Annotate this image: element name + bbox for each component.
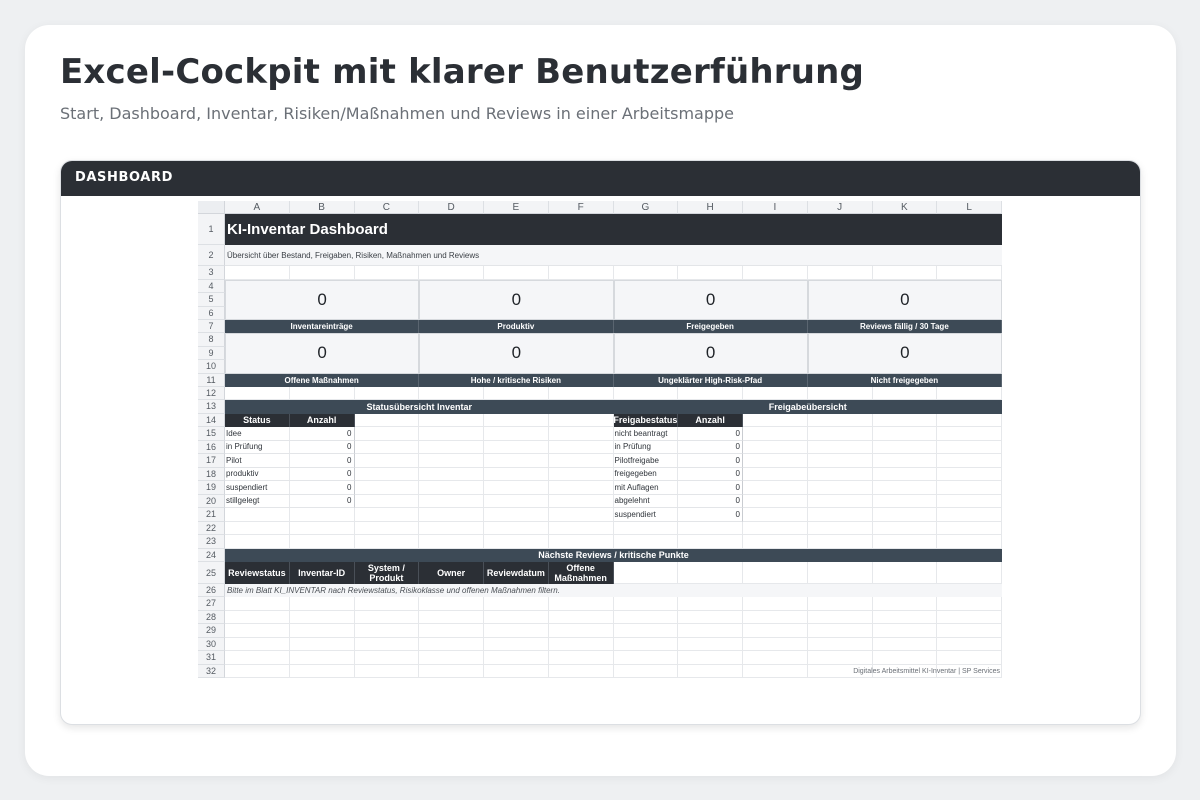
- kpi-value: 0: [900, 343, 910, 363]
- status-row-count: 0: [290, 481, 355, 495]
- sheet-cell[interactable]: [808, 624, 873, 638]
- sheet-cell[interactable]: [873, 427, 938, 441]
- sheet-cell[interactable]: [743, 266, 808, 280]
- sheet-cell[interactable]: [419, 597, 484, 611]
- sheet-cell[interactable]: [484, 508, 549, 522]
- sheet-cell[interactable]: [937, 414, 1002, 428]
- sheet-cell[interactable]: [743, 597, 808, 611]
- dashboard-panel: [60, 160, 1141, 725]
- sheet-cell[interactable]: [873, 611, 938, 625]
- sheet-cell[interactable]: [484, 651, 549, 665]
- row-header[interactable]: 21: [198, 508, 225, 522]
- release-row-label: freigegeben: [614, 468, 679, 482]
- sheet-cell[interactable]: [808, 508, 873, 522]
- row-header[interactable]: 8: [198, 333, 225, 347]
- release-row-label: suspendiert: [614, 508, 679, 522]
- sheet-cell[interactable]: [549, 468, 614, 482]
- sheet-cell[interactable]: [484, 535, 549, 549]
- sheet-cell[interactable]: [225, 522, 290, 536]
- sheet-cell[interactable]: [419, 508, 484, 522]
- sheet-cell[interactable]: [225, 638, 290, 652]
- sheet-cell[interactable]: [743, 651, 808, 665]
- kpi-label: Produktiv: [419, 320, 613, 333]
- sheet-cell[interactable]: [937, 468, 1002, 482]
- sheet-cell[interactable]: [290, 508, 355, 522]
- sheet-cell[interactable]: [937, 651, 1002, 665]
- sheet-cell[interactable]: [678, 266, 743, 280]
- status-row-label: produktiv: [225, 468, 290, 482]
- sheet-cell[interactable]: [290, 266, 355, 280]
- sheet-cell[interactable]: [355, 266, 420, 280]
- sheet-cell[interactable]: [614, 624, 679, 638]
- sheet-cell[interactable]: [549, 266, 614, 280]
- sheet-cell[interactable]: [873, 508, 938, 522]
- sheet-cell[interactable]: [678, 562, 743, 584]
- sheet-cell[interactable]: [743, 624, 808, 638]
- column-header[interactable]: K: [873, 201, 938, 214]
- row-header[interactable]: 27: [198, 597, 225, 611]
- row-header[interactable]: 13: [198, 400, 225, 414]
- sheet-cell[interactable]: [743, 611, 808, 625]
- sheet-cell[interactable]: [873, 414, 938, 428]
- kpi-label: Ungeklärter High-Risk-Pfad: [614, 374, 808, 387]
- reviews-header: Reviewdatum: [484, 562, 549, 584]
- row-header[interactable]: 28: [198, 611, 225, 625]
- sheet-cell[interactable]: [355, 597, 420, 611]
- sheet-cell[interactable]: [419, 387, 484, 401]
- sheet-cell[interactable]: [937, 441, 1002, 455]
- kpi-label: Offene Maßnahmen: [225, 374, 419, 387]
- kpi-label: Nicht freigegeben: [808, 374, 1002, 387]
- sheet-cell[interactable]: [549, 441, 614, 455]
- kpi-value: 0: [511, 343, 522, 363]
- row-header[interactable]: 2: [198, 245, 225, 266]
- sheet-cell[interactable]: [355, 414, 420, 428]
- release-row-count: 0: [678, 495, 743, 509]
- sheet-cell[interactable]: [225, 611, 290, 625]
- sheet-cell[interactable]: [937, 522, 1002, 536]
- row-header[interactable]: 26: [198, 584, 225, 597]
- sheet-cell[interactable]: [873, 522, 938, 536]
- sheet-cell[interactable]: [290, 387, 355, 401]
- sheet-cell[interactable]: [419, 651, 484, 665]
- sheet-cell[interactable]: [484, 495, 549, 509]
- sheet-cell[interactable]: [419, 266, 484, 280]
- row-header[interactable]: 29: [198, 624, 225, 638]
- sheet-cell[interactable]: [419, 495, 484, 509]
- status-row-count: 0: [290, 468, 355, 482]
- row-header[interactable]: 18: [198, 468, 225, 482]
- sheet-cell[interactable]: [937, 562, 1002, 584]
- sheet-cell[interactable]: [225, 624, 290, 638]
- sheet-cell[interactable]: [419, 468, 484, 482]
- sheet-cell[interactable]: [290, 611, 355, 625]
- sheet-cell[interactable]: [549, 638, 614, 652]
- column-header[interactable]: I: [743, 201, 808, 214]
- sheet-cell[interactable]: [355, 481, 420, 495]
- column-header[interactable]: F: [549, 201, 614, 214]
- sheet-cell[interactable]: [873, 651, 938, 665]
- sheet-cell[interactable]: [355, 427, 420, 441]
- column-header[interactable]: J: [808, 201, 873, 214]
- sheet-cell[interactable]: [614, 597, 679, 611]
- kpi-value: 0: [317, 343, 327, 363]
- row-header[interactable]: 10: [198, 360, 225, 374]
- sheet-cell[interactable]: [743, 562, 808, 584]
- sheet-footer: Digitales Arbeitsmittel KI-Inventar | SP Services: [853, 667, 1000, 675]
- reviews-header: Inventar-ID: [290, 562, 355, 584]
- kpi-value: 0: [705, 289, 716, 309]
- column-header[interactable]: A: [225, 201, 290, 214]
- row-header[interactable]: 11: [198, 374, 225, 387]
- sheet-cell[interactable]: [549, 427, 614, 441]
- sheet-cell[interactable]: [484, 454, 549, 468]
- row-header[interactable]: 20: [198, 495, 225, 509]
- row-header[interactable]: 6: [198, 307, 225, 321]
- sheet-cell[interactable]: [355, 441, 420, 455]
- sheet-cell[interactable]: [549, 508, 614, 522]
- sheet-cell[interactable]: [355, 468, 420, 482]
- sheet-cell[interactable]: [549, 597, 614, 611]
- release-table-header: Anzahl: [678, 414, 743, 428]
- sheet-cell[interactable]: [419, 522, 484, 536]
- sheet-cell[interactable]: [873, 468, 938, 482]
- row-header[interactable]: 12: [198, 387, 225, 401]
- sheet-cell[interactable]: [808, 481, 873, 495]
- row-header[interactable]: 24: [198, 549, 225, 563]
- release-row-label: nicht beantragt: [614, 427, 679, 441]
- release-row-label: Pilotfreigabe: [614, 454, 679, 468]
- sheet-cell[interactable]: [937, 638, 1002, 652]
- sheet-cell[interactable]: [743, 387, 808, 401]
- sheet-cell[interactable]: [549, 651, 614, 665]
- row-header[interactable]: 22: [198, 522, 225, 536]
- sheet-cell[interactable]: [743, 495, 808, 509]
- panel-header: [61, 161, 1141, 196]
- sheet-cell[interactable]: [484, 414, 549, 428]
- sheet-cell[interactable]: [290, 522, 355, 536]
- sheet-cell[interactable]: [419, 454, 484, 468]
- sheet-cell[interactable]: [419, 427, 484, 441]
- sheet-cell[interactable]: [808, 562, 873, 584]
- status-row-label: Pilot: [225, 454, 290, 468]
- release-row-count: 0: [678, 508, 743, 522]
- status-row-count: 0: [290, 441, 355, 455]
- sheet-cell[interactable]: [808, 495, 873, 509]
- sheet-cell[interactable]: [808, 522, 873, 536]
- column-header[interactable]: G: [614, 201, 679, 214]
- sheet-cell[interactable]: [614, 387, 679, 401]
- release-table-header: Freigabestatus: [613, 415, 678, 426]
- sheet-cell[interactable]: [549, 522, 614, 536]
- status-table-title: Statusübersicht Inventar: [225, 400, 614, 414]
- sheet-cell[interactable]: [743, 508, 808, 522]
- sheet-title: KI-Inventar Dashboard: [225, 214, 1002, 245]
- sheet-cell[interactable]: [873, 597, 938, 611]
- sheet-cell[interactable]: [808, 638, 873, 652]
- sheet-cell[interactable]: [355, 611, 420, 625]
- sheet-cell[interactable]: [225, 651, 290, 665]
- row-header[interactable]: 23: [198, 535, 225, 549]
- status-row-count: 0: [290, 495, 355, 509]
- row-header[interactable]: 17: [198, 454, 225, 468]
- sheet-cell[interactable]: [290, 624, 355, 638]
- sheet-cell[interactable]: [937, 495, 1002, 509]
- sheet-cell[interactable]: [808, 454, 873, 468]
- sheet-cell[interactable]: [614, 535, 679, 549]
- sheet-cell[interactable]: [937, 611, 1002, 625]
- sheet-cell[interactable]: [937, 535, 1002, 549]
- sheet-cell[interactable]: [808, 651, 873, 665]
- panel-header-label: DASHBOARD: [75, 170, 173, 185]
- sheet-cell[interactable]: [419, 638, 484, 652]
- sheet-cell[interactable]: [614, 266, 679, 280]
- sheet-cell[interactable]: [355, 638, 420, 652]
- sheet-cell[interactable]: [678, 611, 743, 625]
- status-table-header: Status: [225, 414, 290, 428]
- sheet-cell[interactable]: [290, 638, 355, 652]
- sheet-cell[interactable]: [808, 266, 873, 280]
- sheet-cell[interactable]: [290, 651, 355, 665]
- sheet-cell[interactable]: [484, 387, 549, 401]
- status-row-label: suspendiert: [225, 481, 290, 495]
- release-row-count: 0: [678, 454, 743, 468]
- sheet-cell[interactable]: [873, 441, 938, 455]
- sheet-cell[interactable]: [937, 454, 1002, 468]
- sheet-cell[interactable]: [808, 427, 873, 441]
- reviews-title: Nächste Reviews / kritische Punkte: [225, 549, 1002, 563]
- sheet-cell[interactable]: [484, 468, 549, 482]
- sheet-cell[interactable]: [225, 597, 290, 611]
- column-header[interactable]: E: [484, 201, 549, 214]
- status-table-header: Anzahl: [290, 414, 355, 428]
- sheet-cell[interactable]: [549, 454, 614, 468]
- sheet-cell[interactable]: [808, 441, 873, 455]
- sheet-cell[interactable]: [873, 495, 938, 509]
- sheet-cell[interactable]: [549, 535, 614, 549]
- sheet-cell[interactable]: [614, 522, 679, 536]
- kpi-value: 0: [317, 289, 327, 309]
- sheet-cell[interactable]: [678, 624, 743, 638]
- release-table-title: Freigabeübersicht: [614, 400, 1003, 414]
- sheet-cell[interactable]: [678, 535, 743, 549]
- sheet-cell[interactable]: [419, 414, 484, 428]
- sheet-cell[interactable]: [808, 414, 873, 428]
- sheet-cell[interactable]: [355, 522, 420, 536]
- sheet-cell[interactable]: [355, 651, 420, 665]
- row-header[interactable]: 5: [198, 293, 225, 307]
- column-header[interactable]: D: [419, 201, 484, 214]
- sheet-cell[interactable]: [614, 638, 679, 652]
- sheet-cell[interactable]: [419, 441, 484, 455]
- column-header[interactable]: H: [678, 201, 743, 214]
- sheet-cell[interactable]: [419, 481, 484, 495]
- page-subtitle: Start, Dashboard, Inventar, Risiken/Maßnahmen und Reviews in einer Arbeitsmappe: [60, 104, 734, 123]
- sheet-cell[interactable]: [743, 535, 808, 549]
- column-header[interactable]: L: [937, 201, 1002, 214]
- release-row-count: 0: [678, 441, 743, 455]
- sheet-corner[interactable]: [198, 201, 225, 214]
- sheet-cell[interactable]: [355, 495, 420, 509]
- sheet-subtitle: Übersicht über Bestand, Freigaben, Risiken, Maßnahmen und Reviews: [225, 245, 1002, 266]
- row-header[interactable]: 9: [198, 347, 225, 361]
- sheet-cell[interactable]: [614, 651, 679, 665]
- reviews-header: Owner: [419, 562, 484, 584]
- reviews-note: Bitte im Blatt KI_INVENTAR nach Reviewstatus, Risikoklasse und offenen Maßnahmen filtern.: [225, 584, 1002, 597]
- sheet-cell[interactable]: [743, 638, 808, 652]
- sheet-cell[interactable]: [743, 454, 808, 468]
- sheet-cell[interactable]: [873, 266, 938, 280]
- row-header[interactable]: 3: [198, 266, 225, 280]
- status-row-count: 0: [290, 427, 355, 441]
- row-header[interactable]: 32: [198, 665, 225, 679]
- sheet-cell[interactable]: [549, 481, 614, 495]
- sheet-cell[interactable]: [873, 624, 938, 638]
- reviews-header: Reviewstatus: [225, 562, 290, 584]
- sheet-cell[interactable]: [290, 535, 355, 549]
- sheet-cell[interactable]: [484, 427, 549, 441]
- sheet-cell[interactable]: [419, 611, 484, 625]
- sheet-cell[interactable]: [743, 481, 808, 495]
- sheet-cell[interactable]: [873, 481, 938, 495]
- release-row-count: 0: [678, 468, 743, 482]
- sheet-cell[interactable]: [873, 638, 938, 652]
- sheet-cell[interactable]: [743, 427, 808, 441]
- sheet-cell[interactable]: [549, 495, 614, 509]
- reviews-header: System / Produkt: [355, 562, 420, 584]
- release-row-label: in Prüfung: [614, 441, 679, 455]
- release-row-label: mit Auflagen: [614, 481, 679, 495]
- release-row-label: abgelehnt: [614, 495, 679, 509]
- sheet-cell[interactable]: [808, 535, 873, 549]
- sheet-cell[interactable]: [808, 468, 873, 482]
- kpi-label: Freigegeben: [614, 320, 808, 333]
- release-row-count: 0: [678, 481, 743, 495]
- kpi-label: Hohe / kritische Risiken: [419, 374, 613, 387]
- sheet-cell[interactable]: [355, 454, 420, 468]
- sheet-cell[interactable]: [937, 624, 1002, 638]
- row-header[interactable]: 7: [198, 320, 225, 333]
- sheet-cell[interactable]: [225, 266, 290, 280]
- reviews-header: Offene Maßnahmen: [549, 562, 614, 584]
- status-row-count: 0: [290, 454, 355, 468]
- sheet-cell[interactable]: [484, 266, 549, 280]
- sheet-cell[interactable]: [743, 468, 808, 482]
- row-header[interactable]: 30: [198, 638, 225, 652]
- row-header[interactable]: 25: [198, 562, 225, 584]
- sheet-cell[interactable]: [225, 387, 290, 401]
- sheet-cell[interactable]: [419, 624, 484, 638]
- status-row-label: Idee: [225, 427, 290, 441]
- sheet-cell[interactable]: [614, 562, 679, 584]
- sheet-cell[interactable]: [937, 481, 1002, 495]
- row-header[interactable]: 4: [198, 280, 225, 294]
- sheet-cell[interactable]: [355, 508, 420, 522]
- sheet-cell[interactable]: [678, 638, 743, 652]
- sheet-cell[interactable]: [678, 522, 743, 536]
- kpi-value: 0: [705, 343, 716, 363]
- sheet-cell[interactable]: [743, 414, 808, 428]
- sheet-cell[interactable]: [743, 441, 808, 455]
- sheet-cell[interactable]: [808, 597, 873, 611]
- page-title: Excel-Cockpit mit klarer Benutzerführung: [60, 52, 865, 92]
- sheet-cell[interactable]: [549, 414, 614, 428]
- sheet-cell[interactable]: [484, 522, 549, 536]
- sheet-cell[interactable]: [937, 508, 1002, 522]
- sheet-cell[interactable]: [678, 651, 743, 665]
- sheet-cell[interactable]: [225, 508, 290, 522]
- sheet-cell[interactable]: [937, 427, 1002, 441]
- sheet-cell[interactable]: [484, 611, 549, 625]
- sheet-cell[interactable]: [873, 535, 938, 549]
- kpi-value: 0: [511, 289, 522, 309]
- sheet-cell[interactable]: [355, 624, 420, 638]
- sheet-cell[interactable]: [484, 441, 549, 455]
- kpi-label: Reviews fällig / 30 Tage: [808, 320, 1002, 333]
- sheet-cell[interactable]: [290, 597, 355, 611]
- sheet-cell[interactable]: [873, 562, 938, 584]
- kpi-label: Inventareinträge: [225, 320, 419, 333]
- status-row-label: stillgelegt: [225, 495, 290, 509]
- column-header[interactable]: C: [355, 201, 420, 214]
- release-row-count: 0: [678, 427, 743, 441]
- sheet-cell[interactable]: [873, 387, 938, 401]
- sheet-cell[interactable]: [225, 535, 290, 549]
- sheet-cell[interactable]: [419, 535, 484, 549]
- sheet-cell[interactable]: [484, 624, 549, 638]
- sheet-cell[interactable]: [873, 454, 938, 468]
- row-header[interactable]: 19: [198, 481, 225, 495]
- row-header[interactable]: 31: [198, 651, 225, 665]
- sheet-cell[interactable]: [355, 535, 420, 549]
- sheet-cell[interactable]: [937, 266, 1002, 280]
- sheet-cell[interactable]: [678, 387, 743, 401]
- row-header[interactable]: 1: [198, 214, 225, 245]
- sheet-cell[interactable]: [484, 597, 549, 611]
- sheet-cell[interactable]: [549, 611, 614, 625]
- sheet-cell[interactable]: [743, 522, 808, 536]
- spreadsheet[interactable]: [198, 201, 1003, 719]
- sheet-cell[interactable]: [937, 387, 1002, 401]
- sheet-cell[interactable]: [614, 611, 679, 625]
- sheet-cell[interactable]: [484, 638, 549, 652]
- row-header[interactable]: 14: [198, 414, 225, 428]
- sheet-cell[interactable]: [678, 597, 743, 611]
- sheet-cell[interactable]: [808, 387, 873, 401]
- kpi-value: 0: [900, 289, 910, 309]
- sheet-cell[interactable]: [937, 597, 1002, 611]
- sheet-cell[interactable]: [549, 624, 614, 638]
- sheet-cell[interactable]: [355, 387, 420, 401]
- column-header[interactable]: B: [290, 201, 355, 214]
- status-row-label: in Prüfung: [225, 441, 290, 455]
- sheet-cell[interactable]: [484, 481, 549, 495]
- sheet-cell[interactable]: [549, 387, 614, 401]
- sheet-cell[interactable]: [808, 611, 873, 625]
- row-header[interactable]: 15: [198, 427, 225, 441]
- row-header[interactable]: 16: [198, 441, 225, 455]
